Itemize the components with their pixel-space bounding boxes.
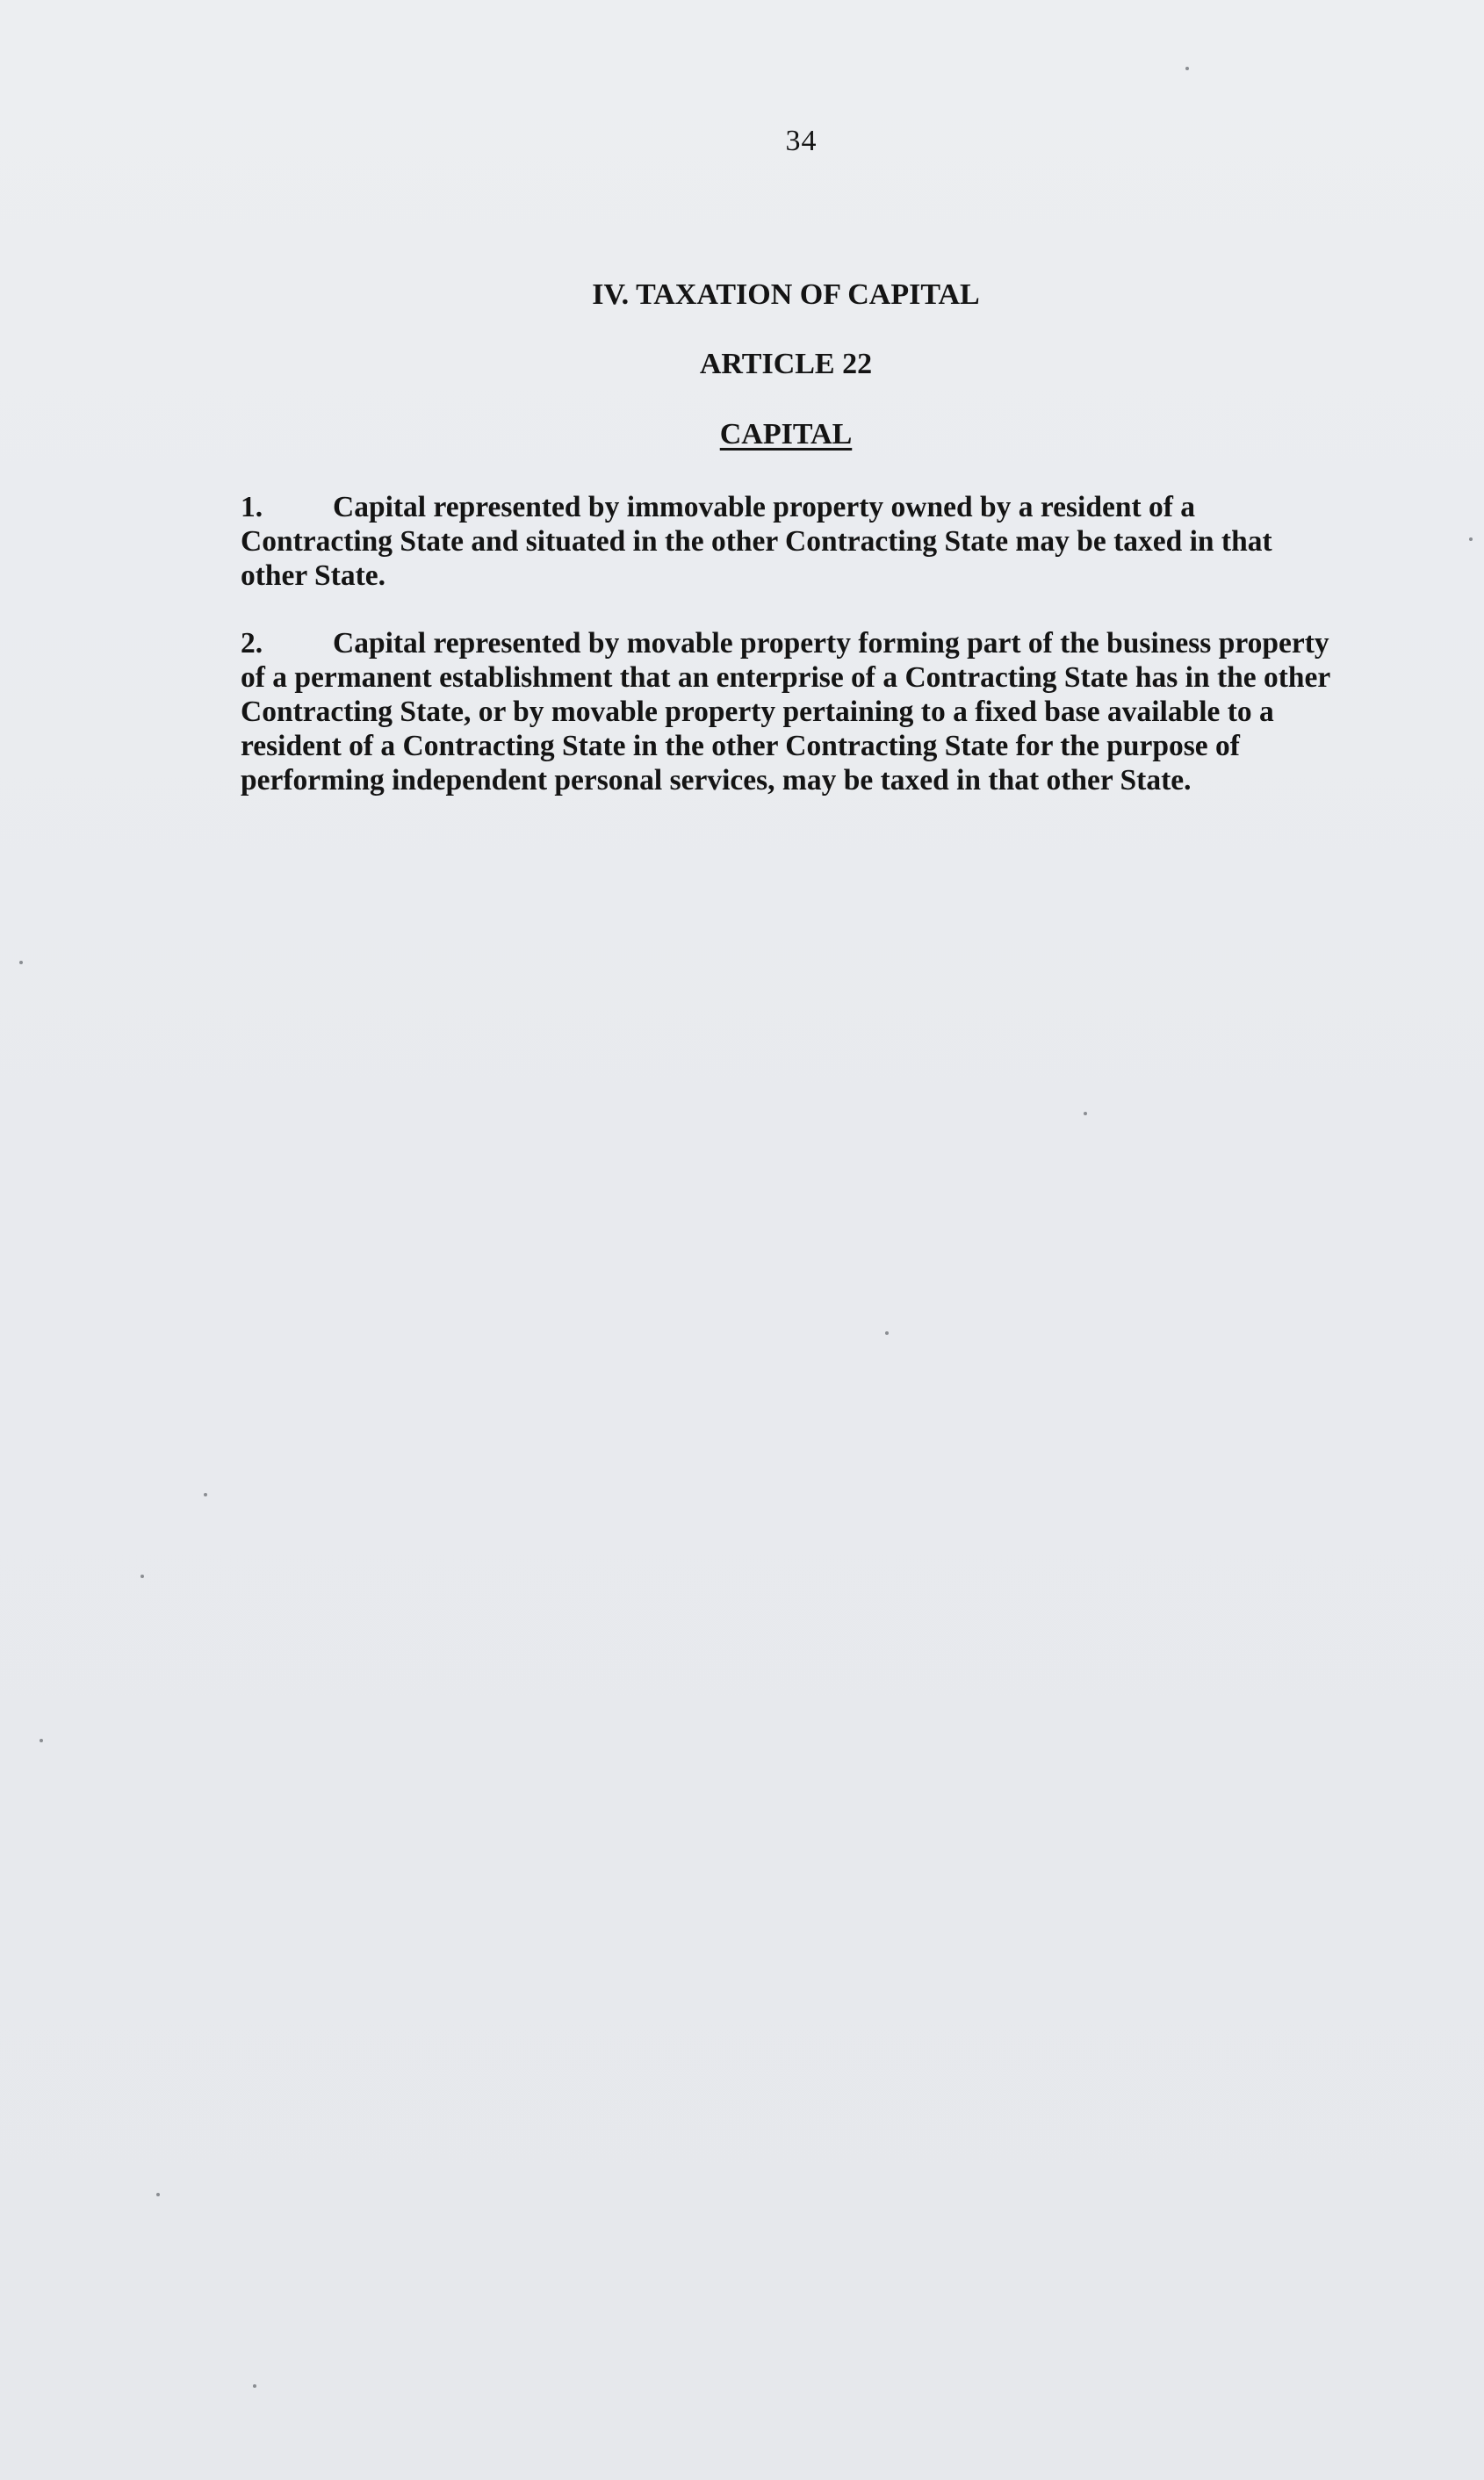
paragraph-line: Contracting State, or by movable property pertaining to a fixed base available to a [241,696,1274,728]
scan-speck [1469,537,1473,541]
scan-speck [204,1493,207,1496]
scan-speck [1185,67,1189,70]
paragraph-number: 2. [241,627,263,660]
scan-speck [156,2193,160,2196]
scan-speck [1084,1112,1087,1115]
paragraph-line: of a permanent establishment that an enterprise of a Contracting State has in the other [241,661,1331,694]
paragraph-line [241,626,1338,660]
paragraph-line: Contracting State and situated in the other Contracting State may be taxed in that [241,525,1272,558]
paragraph-number: 1. [241,491,263,523]
paragraph-1 [241,490,1338,593]
article-heading: CAPITAL [719,418,853,451]
scan-speck [140,1575,144,1578]
scan-speck [253,2384,256,2388]
show-through-text [694,1236,701,1266]
article-title: ARTICLE 22 [699,348,873,380]
paragraph-line: other State. [241,559,385,592]
paragraph-text: Capital represented by immovable property owned by a resident of a [333,491,1196,523]
scan-speck [40,1739,43,1742]
paragraph-line: resident of a Contracting State in the other Contracting State for the purpose of [241,730,1240,762]
paragraph-text: Capital represented by movable property forming part of the business property [333,627,1329,660]
paragraph-line [241,490,1338,524]
scan-speck [885,1331,889,1335]
paragraph-2 [241,626,1338,797]
part-title: IV. TAXATION OF CAPITAL [592,278,980,311]
paragraph-line: performing independent personal services, may be taxed in that other State. [241,764,1192,797]
scan-speck [19,961,23,964]
page-number: 34 [785,125,818,157]
